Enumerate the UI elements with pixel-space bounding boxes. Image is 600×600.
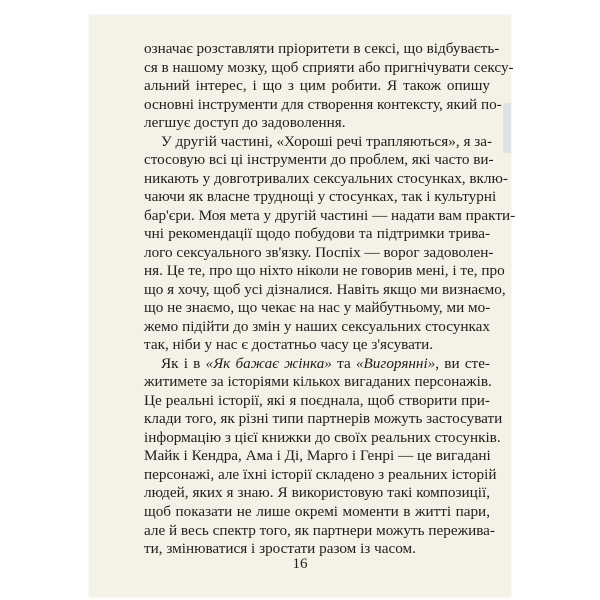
text-line: лого сексуального зв'язку. Поспіх — ворог задоволен- [144,243,494,261]
text-line: що не знаємо, що чекає на нас у майбутньому, ми мо- [144,299,491,317]
text-line: чні рекомендації щодо побудови та підтримки трива- [144,225,490,243]
text-line: ня. Це те, про що ніхто ніколи не говорив мені, і те, про [144,262,505,280]
text-line: ся в нашому мозку, щоб сприяти або пригнічувати сексу- [144,58,514,76]
text-line: альний інтерес, і що з цим робити. Я також опишу [144,77,490,94]
text-line: що я хочу, щоб усі дізналися. Навіть якщо ми визнаємо, [144,280,506,298]
book-title: «Вигорянні» [355,354,436,372]
text-line: клади того, як різні типи партнерів можуть застосувати [144,410,503,428]
text-line: бар'єри. Моя мета у другій частині — надати вам практи- [144,206,516,224]
text-line: персонажі, але їхні історії складено з реальних історій [144,465,497,483]
text-line: У другій частині, «Хороші речі трапляються», я за- [161,132,493,150]
text-line: людей, яких я знаю. Я використовую такі композиції, [144,484,490,502]
text-line-with-titles [161,355,490,374]
text-line: жемо підійти до змін у наших сексуальних стосунках [144,317,490,335]
text-line: інформацію з цієї книжки до своїх реальних стосунків. [144,428,501,446]
book-title: «Як бажає жінка» [205,354,332,372]
text-fragment: та [331,354,356,372]
page-edge-tab [503,103,511,153]
text-line: стосовую всі ці інструменти до проблем, які часто ви- [144,151,494,169]
text-fragment: Як і в [161,354,206,372]
text-line: так, ніби у нас є достатньо часу це з'ясувати. [144,336,434,354]
text-fragment: , ви сте- [435,354,490,372]
text-line: ти, змінюватися і зростати разом із часом. [144,540,416,557]
text-line: Майк і Кендра, Ама і Ді, Марго і Генрі — це вигадані [144,447,491,465]
text-line: Це реальні історії, які я поєднала, щоб створити при- [144,391,490,409]
text-line: чаючи як власне труднощі у стосунках, так і культурні [144,188,497,206]
text-line: никають у довготривалих сексуальних стосунках, вклю- [144,169,508,187]
text-line: основні інструменти для створення контексту, який по- [144,95,502,113]
text-line: житимете за історіями кількох вигаданих персонажів. [144,373,492,391]
page-number: 16 [292,556,308,572]
text-line: але й весь спектр того, як партнери можуть пережива- [144,521,495,539]
text-line: означає розставляти пріоритети в сексі, що відбуваєть- [144,40,500,57]
text-line: легшує доступ до задоволення. [144,114,346,132]
text-line: щоб показати не лише окремі моменти в житті пари, [144,503,490,520]
